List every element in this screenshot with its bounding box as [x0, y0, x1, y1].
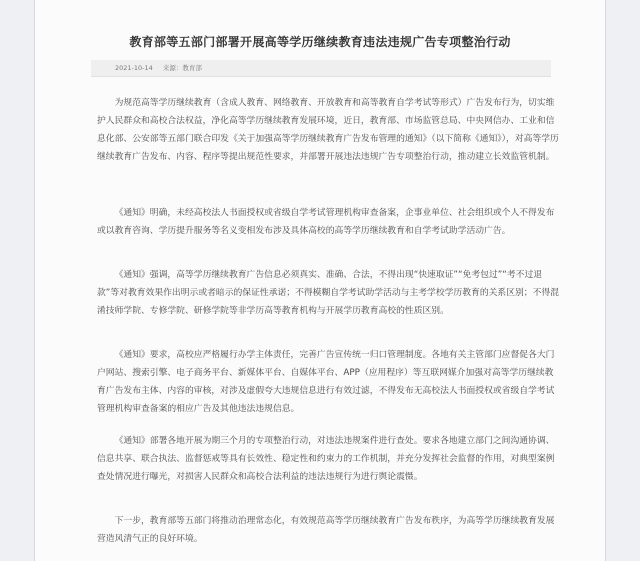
paragraph-text: 下一步，教育部等五部门将推动治理常态化，有效规范高等学历继续教育广告发布秩序，为高等学历继续教育发展营造风清气正的良好环境。	[97, 516, 555, 544]
article-meta-bar	[91, 60, 551, 77]
article-paragraph-2	[97, 204, 559, 240]
article-source: 来源：教育部	[162, 64, 202, 72]
publish-date: 2021-10-14	[115, 64, 153, 72]
article-paragraph-6	[97, 512, 559, 548]
article-paragraph-5	[97, 432, 559, 486]
paragraph-text: 为规范高等学历继续教育（含成人教育、网络教育、开放教育和高等教育自学考试等形式）广告发布行为，切实维护人民群众和高校合法权益，净化高等学历继续教育发展环境，近日，教育部、市场监管总局、中央网信办、工业和信息化部、公安部等五部门联合印发《关于加强高等学历继续教育广告发布管理的通知》（以下简称《通知》），对高等学历继续教育广告发布、内容、程序等提出规范性要求，并部署开展违法违规广告专项整治行动，推动建立长效监管机制。	[97, 98, 559, 162]
paragraph-text: 《通知》强调，高等学历继续教育广告信息必须真实、准确、合法，不得出现“快速取证”“免考包过”“考不过退款”等对教育效果作出明示或者暗示的保证性承诺；不得模糊自学考试助学活动与主考学校学历教育的关系区别；不得混淆技师学院、专修学院、研修学院等非学历高等教育机构与开展学历教育高校的性质区别。	[97, 270, 559, 316]
article-page	[34, 0, 606, 561]
paragraph-text: 《通知》要求，高校应严格履行办学主体责任，完善广告宣传统一归口管理制度。各地有关主管部门应督促各大门户网站、搜索引擎、电子商务平台、新媒体平台、自媒体平台、APP（应用程序）等互联网媒介加强对高等学历继续教育广告发布主体、内容的审核，对涉及虚假夸大违规信息进行有效过滤，不得发布无高校法人书面授权或省级自学考试管理机构审查备案的相应广告及其他违法违规信息。	[97, 350, 555, 414]
paragraph-text: 《通知》明确，未经高校法人书面授权或省级自学考试管理机构审查备案，企事业单位、社会组织或个人不得发布或以教育咨询、学历提升服务等名义变相发布涉及具体高校的高等学历继续教育和自学考试助学活动广告。	[97, 208, 555, 236]
article-paragraph-4	[97, 346, 559, 418]
paragraph-text: 《通知》部署各地开展为期三个月的专项整治行动，对违法违规案件进行查处。要求各地建立部门之间沟通协调、信息共享、联合执法、监督惩戒等具有长效性、稳定性和约束力的工作机制，并充分发挥社会监督的作用，对典型案例查处情况进行曝光，对损害人民群众和高校合法利益的违法违规行为进行舆论震慑。	[97, 436, 555, 482]
article-title: 教育部等五部门部署开展高等学历继续教育违法违规广告专项整治行动	[129, 35, 511, 49]
article-paragraph-1	[97, 94, 559, 166]
article-paragraph-3	[97, 266, 559, 320]
